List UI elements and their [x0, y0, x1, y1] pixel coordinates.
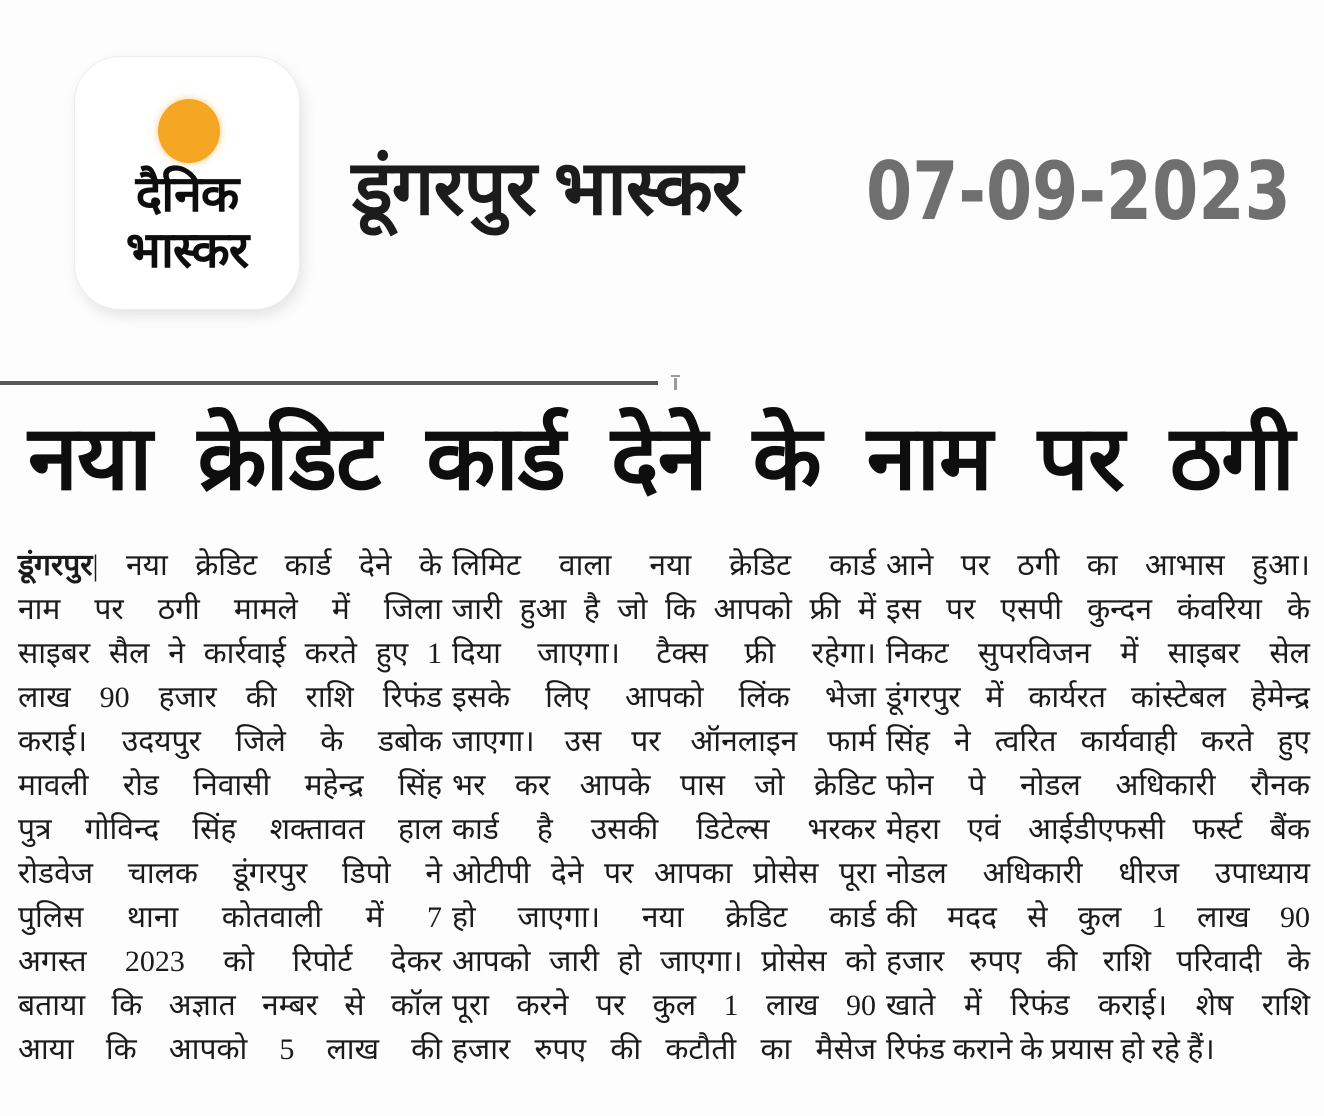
text-line: रिफंड कराने के प्रयास हो रहे हैं। [886, 1033, 1215, 1066]
article-column-1 [18, 544, 442, 1072]
text-line: कराई। उदयपुर जिले के डबोक [18, 725, 442, 758]
column-lines [886, 544, 1310, 1072]
text-line: नाम पर ठगी मामले में जिला [18, 593, 442, 626]
text-line: इस पर एसपी कुन्दन कंवरिया के [886, 593, 1310, 626]
headline-word: नया [28, 410, 152, 509]
dateline-city: डूंगरपुर [18, 549, 93, 582]
headline-word: पर [1037, 410, 1124, 509]
paper-title: डूंगरपुर भास्कर [352, 147, 742, 231]
text-line: ओटीपी देने पर आपका प्रोसेस पूरा [452, 857, 876, 890]
text-line: जारी हुआ है जो कि आपको फ्री में [452, 593, 876, 626]
text-line: मावली रोड निवासी महेन्द्र सिंह [18, 769, 442, 802]
text-line: पूरा करने पर कुल 1 लाख 90 [452, 989, 876, 1022]
headline-word: नाम [866, 410, 992, 509]
text-line: अगस्त 2023 को रिपोर्ट देकर [18, 945, 442, 978]
article-headline [28, 404, 1294, 536]
text-line: इसके लिए आपको लिंक भेजा [452, 681, 876, 714]
text-line: कार्ड है उसकी डिटेल्स भरकर [452, 813, 876, 846]
text-line: भर कर आपके पास जो क्रेडिट [452, 769, 876, 802]
text-line: दिया जाएगा। टैक्स फ्री रहेगा। [452, 637, 876, 670]
article-body [0, 544, 1324, 1104]
text-line: लिमिट वाला नया क्रेडिट कार्ड [452, 549, 876, 582]
text-line: पुलिस थाना कोतवाली में 7 [18, 901, 442, 934]
scan-artifact [674, 378, 677, 390]
article-column-2 [452, 544, 876, 1072]
column-lines [452, 544, 876, 1072]
text-line: आपको जारी हो जाएगा। प्रोसेस को [452, 945, 876, 978]
text-line: नोडल अधिकारी धीरज उपाध्याय [886, 857, 1310, 890]
headline-word: क्रेडिट [197, 410, 381, 509]
text-line: मेहरा एवं आईडीएफसी फर्स्ट बैंक [886, 813, 1310, 846]
issue-date: 07-09-2023 [866, 145, 1291, 238]
text-line: साइबर सैल ने कार्रवाई करते हुए 1 [18, 637, 442, 670]
text-line: पुत्र गोविन्द सिंह शक्तावत हाल [18, 813, 442, 846]
logo-text-line2: भास्कर [125, 222, 249, 278]
text-line: हजार रुपए की कटौती का मैसेज [452, 1033, 876, 1066]
text-line: आने पर ठगी का आभास हुआ। [886, 549, 1310, 582]
text-line: डूंगरपुर में कार्यरत कांस्टेबल हेमेन्द्र [886, 681, 1310, 714]
text-line: लाख 90 हजार की राशि रिफंड [18, 681, 442, 714]
newspaper-logo [74, 56, 300, 310]
headline-word: कार्ड [426, 410, 565, 509]
headline-word: ठगी [1169, 410, 1294, 509]
text-line [18, 544, 442, 588]
text-line: रोडवेज चालक डूंगरपुर डिपो ने [18, 857, 442, 890]
text-line: खाते में रिफंड कराई। शेष राशि [886, 989, 1310, 1022]
text-line: हो जाएगा। नया क्रेडिट कार्ड [452, 901, 876, 934]
first-line-text: नया क्रेडिट कार्ड देने के [125, 549, 443, 582]
text-line: हजार रुपए की राशि परिवादी के [886, 945, 1310, 978]
text-line: आया कि आपको 5 लाख की [18, 1033, 442, 1066]
text-line: निकट सुपरविजन में साइबर सेल [886, 637, 1310, 670]
text-line: फोन पे नोडल अधिकारी रौनक [886, 769, 1310, 802]
text-line: की मदद से कुल 1 लाख 90 [886, 901, 1310, 934]
article-column-3 [886, 544, 1310, 1072]
text-line: जाएगा। उस पर ऑनलाइन फार्म [452, 725, 876, 758]
text-line: सिंह ने त्वरित कार्यवाही करते हुए [886, 725, 1310, 758]
headline-word: के [752, 410, 821, 509]
sun-icon [158, 99, 220, 163]
dateline-separator: | [92, 549, 126, 582]
text-line: बताया कि अज्ञात नम्बर से कॉल [18, 989, 442, 1022]
column-lines [18, 588, 442, 1072]
headline-word: देने [610, 410, 707, 509]
divider-line [0, 381, 658, 385]
logo-text-line1: दैनिक [135, 166, 239, 222]
